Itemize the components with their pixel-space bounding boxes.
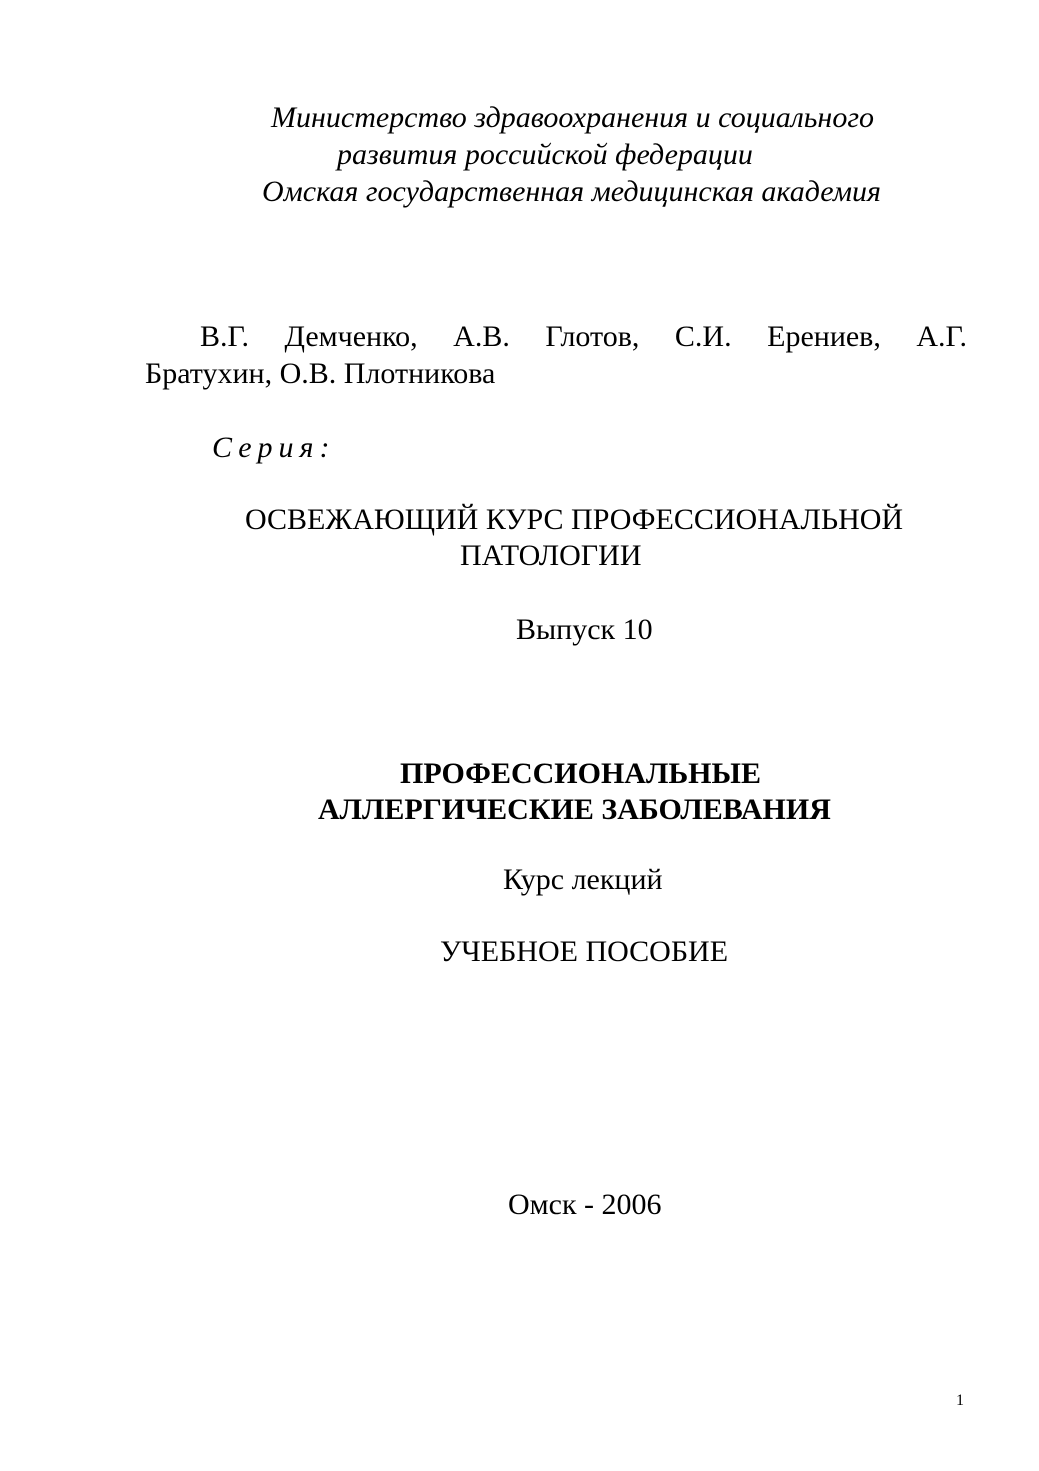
ministry-line-2: развития российской федерации [337, 138, 753, 171]
title-line-1: ПРОФЕССИОНАЛЬНЫЕ [400, 757, 761, 790]
authors-line-2: Братухин, О.В. Плотникова [145, 357, 496, 390]
title-line-2: АЛЛЕРГИЧЕСКИЕ ЗАБОЛЕВАНИЯ [318, 793, 831, 826]
place-year: Омск - 2006 [508, 1188, 662, 1221]
series-title-line-1: ОСВЕЖАЮЩИЙ КУРС ПРОФЕССИОНАЛЬНОЙ [245, 503, 904, 536]
series-label: Серия: [212, 431, 336, 464]
series-title-line-2: ПАТОЛОГИИ [460, 539, 642, 572]
authors-line-1: В.Г. Демченко, А.В. Глотов, С.И. Ерениев, А.Г. [200, 320, 967, 353]
course-type: Курс лекций [503, 863, 663, 896]
authors-block [145, 318, 967, 392]
academy-name: Омская государственная медицинская академия [262, 175, 881, 208]
issue-number: Выпуск 10 [516, 613, 653, 646]
ministry-line-1: Министерство здравоохранения и социального [271, 101, 875, 134]
page-number: 1 [956, 1392, 964, 1409]
publication-type: УЧЕБНОЕ ПОСОБИЕ [440, 935, 729, 968]
